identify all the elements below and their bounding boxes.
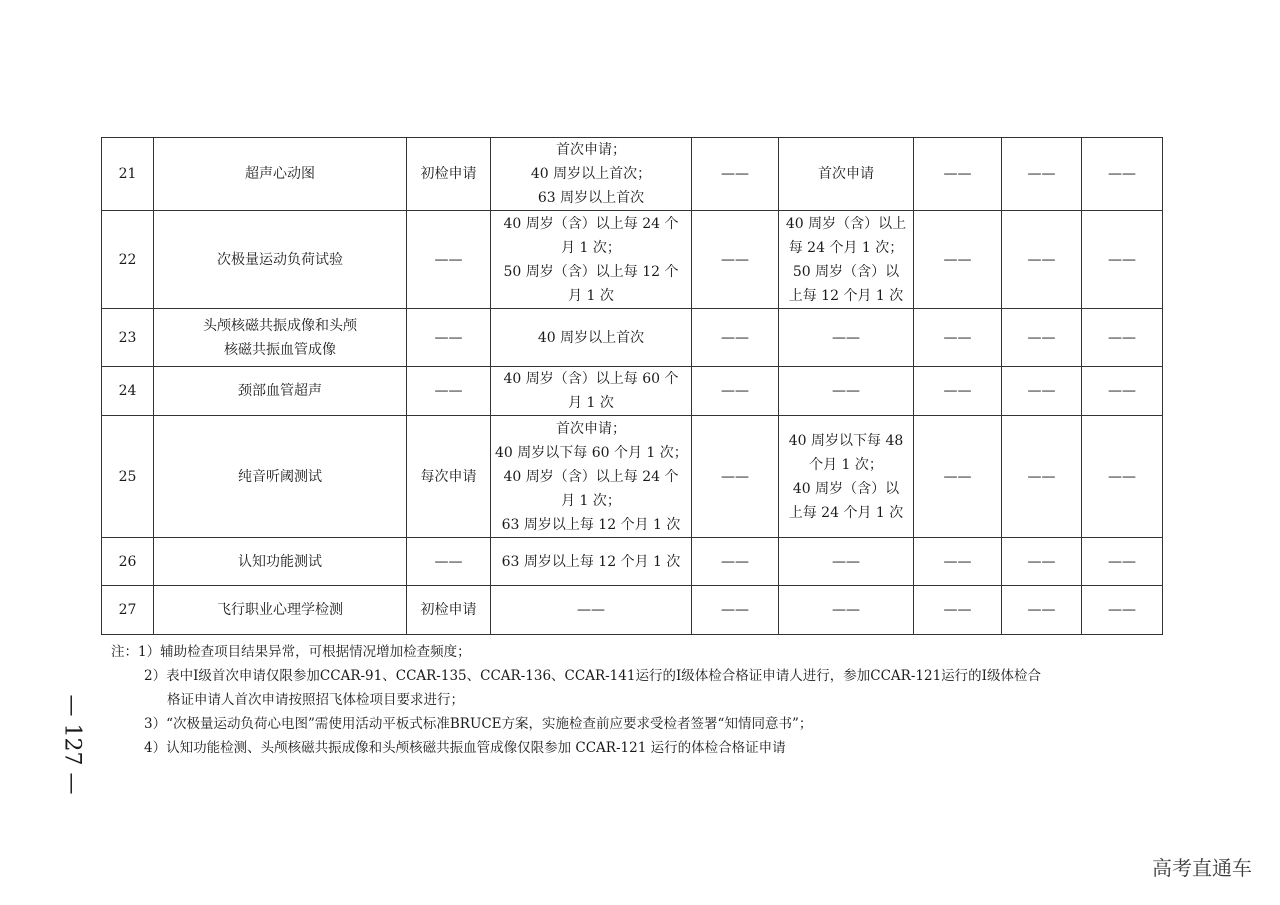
cell-text-line: —— — [721, 166, 749, 182]
cell-text-line: 40 周岁（含）以 — [792, 480, 900, 497]
col-7-cell — [914, 367, 1002, 416]
cell-text-line: 40 周岁以上首次； — [530, 166, 652, 182]
cell-text-line: 40 周岁以上首次 — [537, 329, 645, 346]
cell-text-line: 初检申请 — [420, 602, 477, 618]
col-6-cell — [779, 211, 914, 309]
table-body — [102, 138, 1163, 635]
col-9-cell — [1082, 367, 1163, 416]
table-row — [102, 367, 1163, 416]
col-3-cell — [407, 211, 491, 309]
col-3-cell — [407, 138, 491, 211]
cell-text-line: —— — [1108, 553, 1136, 570]
cell-text-line: 月 1 次 — [568, 287, 614, 304]
row-number-cell: 27 — [102, 586, 154, 635]
row-number-cell: 21 — [102, 138, 154, 211]
row-number-cell: 25 — [102, 416, 154, 538]
cell-text-line: 头颅核磁共振成像和头颅 — [203, 317, 357, 334]
col-6-cell — [779, 309, 914, 367]
cell-text-line: 超声心动图 — [245, 166, 315, 182]
cell-text-line: 50 周岁（含）以 — [792, 263, 900, 280]
cell-text-line: 40 周岁（含）以上每 24 个 — [503, 215, 679, 232]
cell-text-line: —— — [721, 251, 749, 268]
cell-text-line: —— — [832, 602, 860, 618]
note-1: 注：1）辅助检查项目结果异常，可根据情况增加检查频度； — [111, 644, 471, 660]
cell-text-line: 核磁共振血管成像 — [224, 341, 336, 358]
note-2: 2）表中Ⅰ级首次申请仅限参加CCAR-91、CCAR-135、CCAR-136、CCAR-141运行的Ⅰ级体检合格证申请人进行，参加CCAR-121运行的Ⅰ级体检合 — [144, 668, 1042, 684]
cell-text-line: 40 周岁（含）以上每 60 个 — [503, 371, 679, 387]
exam-item-cell — [154, 538, 407, 586]
cell-text-line: 纯音听阈测试 — [238, 468, 322, 485]
exam-item-cell — [154, 586, 407, 635]
col-4-cell — [491, 367, 692, 416]
cell-text-line: —— — [577, 602, 605, 618]
col-8-cell — [1002, 586, 1082, 635]
cell-text-line: 40 周岁（含）以上 — [785, 215, 907, 232]
cell-text-line: —— — [1108, 166, 1136, 182]
cell-text-line: 40 周岁以下每 60 个月 1 次； — [495, 444, 688, 461]
cell-text-line: —— — [721, 602, 749, 618]
cell-text-line: 首次申请； — [556, 142, 626, 158]
cell-text-line: —— — [943, 383, 972, 399]
col-8-cell — [1002, 211, 1082, 309]
cell-text-line: —— — [721, 468, 749, 485]
cell-text-line: —— — [1108, 468, 1136, 485]
exam-item-cell — [154, 309, 407, 367]
exam-item-cell — [154, 416, 407, 538]
cell-text-line: —— — [1027, 602, 1056, 618]
cell-text-line: —— — [943, 468, 972, 485]
cell-text-line: —— — [1027, 383, 1056, 399]
col-5-cell — [692, 416, 779, 538]
cell-text-line: —— — [1027, 329, 1056, 346]
cell-text-line: —— — [434, 553, 463, 570]
cell-text-line: 初检申请 — [420, 166, 477, 182]
col-7-cell — [914, 416, 1002, 538]
row-number-cell: 22 — [102, 211, 154, 309]
col-3-cell — [407, 309, 491, 367]
cell-text-line: 颈部血管超声 — [238, 383, 322, 399]
col-7-cell — [914, 138, 1002, 211]
col-5-cell — [692, 211, 779, 309]
row-number-cell: 24 — [102, 367, 154, 416]
col-4-cell — [491, 138, 692, 211]
cell-text-line: —— — [943, 251, 972, 268]
table-row — [102, 416, 1163, 538]
cell-text-line: —— — [1027, 166, 1056, 182]
col-8-cell — [1002, 416, 1082, 538]
cell-text-line: 50 周岁（含）以上每 12 个 — [503, 263, 679, 280]
col-9-cell — [1082, 211, 1163, 309]
cell-text-line: —— — [832, 329, 860, 346]
note-4: 4）认知功能检测、头颅核磁共振成像和头颅核磁共振血管成像仅限参加 CCAR-121 运行的体检合格证申请 — [144, 740, 786, 756]
col-8-cell — [1002, 138, 1082, 211]
col-4-cell — [491, 586, 692, 635]
row-number-cell: 23 — [102, 309, 154, 367]
col-3-cell — [407, 538, 491, 586]
col-3-cell — [407, 367, 491, 416]
cell-text-line: —— — [434, 251, 463, 268]
col-5-cell — [692, 309, 779, 367]
cell-text-line: —— — [434, 383, 463, 399]
cell-text-line: 首次申请 — [818, 166, 874, 182]
cell-text-line: —— — [721, 553, 749, 570]
table-row — [102, 138, 1163, 211]
table-row — [102, 211, 1163, 309]
cell-text-line: —— — [943, 553, 972, 570]
cell-text-line: —— — [832, 383, 860, 399]
cell-text-line: 63 周岁以上首次 — [537, 190, 645, 206]
cell-text-line: —— — [1027, 553, 1056, 570]
cell-text-line: 上每 24 个月 1 次 — [788, 504, 904, 521]
cell-text-line: —— — [721, 383, 749, 399]
cell-text-line: 40 周岁（含）以上每 24 个 — [503, 468, 679, 485]
cell-text-line: —— — [1027, 468, 1056, 485]
cell-text-line: 上每 12 个月 1 次 — [788, 287, 904, 304]
col-6-cell — [779, 138, 914, 211]
col-5-cell — [692, 538, 779, 586]
cell-text-line: 个月 1 次； — [809, 456, 883, 473]
col-8-cell — [1002, 367, 1082, 416]
col-9-cell — [1082, 309, 1163, 367]
cell-text-line: 飞行职业心理学检测 — [217, 602, 343, 618]
cell-text-line: —— — [721, 329, 749, 346]
cell-text-line: —— — [1027, 251, 1056, 268]
col-6-cell — [779, 538, 914, 586]
notes-section — [111, 640, 1041, 760]
cell-text-line: 月 1 次； — [561, 492, 621, 509]
cell-text-line: —— — [434, 329, 463, 346]
cell-text-line: 每 24 个月 1 次； — [788, 239, 904, 256]
col-4-cell — [491, 416, 692, 538]
col-8-cell — [1002, 309, 1082, 367]
watermark-logo: 高考直通车 — [1152, 856, 1252, 880]
col-7-cell — [914, 586, 1002, 635]
cell-text-line: —— — [943, 602, 972, 618]
col-8-cell — [1002, 538, 1082, 586]
col-3-cell — [407, 586, 491, 635]
col-7-cell — [914, 538, 1002, 586]
exam-item-cell — [154, 211, 407, 309]
cell-text-line: —— — [943, 329, 972, 346]
col-9-cell — [1082, 416, 1163, 538]
col-7-cell — [914, 211, 1002, 309]
col-9-cell — [1082, 586, 1163, 635]
col-5-cell — [692, 586, 779, 635]
col-7-cell — [914, 309, 1002, 367]
col-5-cell — [692, 367, 779, 416]
exam-items-table — [101, 137, 1163, 635]
cell-text-line: —— — [1108, 329, 1136, 346]
cell-text-line: 首次申请； — [556, 420, 626, 437]
cell-text-line: 每次申请 — [420, 468, 477, 485]
cell-text-line: —— — [1108, 383, 1136, 399]
cell-text-line: —— — [832, 553, 860, 570]
exam-item-cell — [154, 367, 407, 416]
col-6-cell — [779, 586, 914, 635]
cell-text-line: 63 周岁以上每 12 个月 1 次 — [501, 516, 681, 533]
cell-text-line: 次极量运动负荷试验 — [217, 251, 343, 268]
col-6-cell — [779, 367, 914, 416]
cell-text-line: 认知功能测试 — [238, 553, 322, 570]
col-4-cell — [491, 309, 692, 367]
note-3: 3）“次极量运动负荷心电图”需使用活动平板式标准BRUCE方案，实施检查前应要求受检者签署“知情同意书”； — [144, 716, 813, 732]
page-number: — 127 — — [59, 694, 85, 795]
cell-text-line: —— — [943, 166, 972, 182]
cell-text-line: 63 周岁以上每 12 个月 1 次 — [501, 553, 681, 570]
exam-item-cell — [154, 138, 407, 211]
col-9-cell — [1082, 538, 1163, 586]
row-number-cell: 26 — [102, 538, 154, 586]
note-2-continued: 格证申请人首次申请按照招飞体检项目要求进行； — [167, 692, 464, 708]
cell-text-line: 月 1 次 — [568, 395, 614, 411]
col-4-cell — [491, 538, 692, 586]
cell-text-line: 40 周岁以下每 48 — [788, 432, 904, 449]
col-9-cell — [1082, 138, 1163, 211]
cell-text-line: —— — [1108, 602, 1136, 618]
col-3-cell — [407, 416, 491, 538]
table-row — [102, 586, 1163, 635]
col-5-cell — [692, 138, 779, 211]
col-4-cell — [491, 211, 692, 309]
col-6-cell — [779, 416, 914, 538]
cell-text-line: 月 1 次； — [561, 239, 621, 256]
table-row — [102, 309, 1163, 367]
cell-text-line: —— — [1108, 251, 1136, 268]
table-row — [102, 538, 1163, 586]
